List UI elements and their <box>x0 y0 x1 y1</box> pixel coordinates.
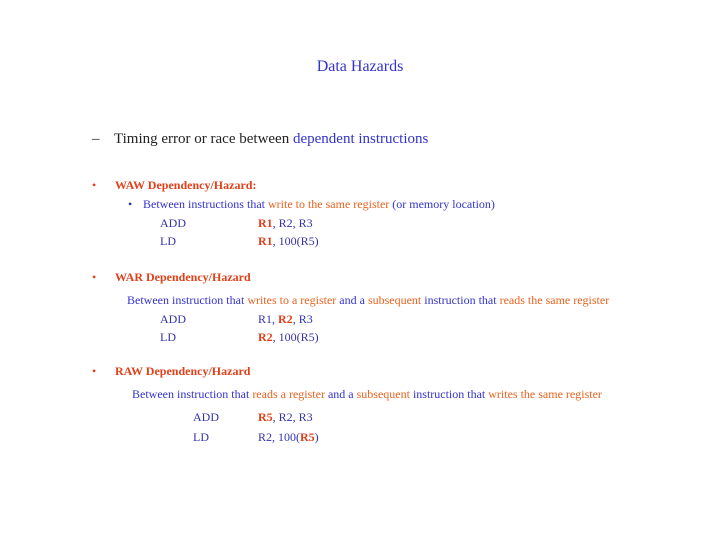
war-code-args-1 <box>258 312 313 327</box>
waw-heading: WAW Dependency/Hazard: <box>115 178 257 192</box>
register: R1 <box>258 216 273 230</box>
args: , R3 <box>292 312 313 326</box>
register: R2 <box>258 330 273 344</box>
desc-part: Between instruction that <box>127 293 248 307</box>
desc-part: reads the same register <box>499 293 610 307</box>
register: R2 <box>278 312 293 326</box>
war-code-args-2 <box>258 330 319 345</box>
waw-code-args-1 <box>258 216 313 231</box>
register: R1 <box>258 234 273 248</box>
register: R5 <box>258 410 273 424</box>
desc-part: writes to a register <box>247 293 337 307</box>
desc-part: write to the same register <box>267 197 390 211</box>
dash-marker: – <box>92 131 100 147</box>
raw-description <box>132 387 602 402</box>
register: R5 <box>300 430 315 444</box>
raw-code-args-2 <box>258 430 319 445</box>
waw-description <box>143 197 495 212</box>
war-description <box>127 293 609 308</box>
page-title: Data Hazards <box>316 58 404 75</box>
raw-code-op-2: LD <box>193 430 209 444</box>
args: , R2, R3 <box>272 216 313 230</box>
intro-highlight: dependent instructions <box>292 131 429 147</box>
desc-part: writes the same register <box>488 387 602 401</box>
war-code-op-2: LD <box>160 330 176 344</box>
war-code-op-1: ADD <box>160 312 186 326</box>
waw-sub-bullet: • <box>128 197 133 211</box>
waw-code-op-2: LD <box>160 234 176 248</box>
desc-part: Between instructions that <box>143 197 268 211</box>
raw-code-op-1: ADD <box>193 410 219 424</box>
args: , R2, R3 <box>272 410 313 424</box>
war-bullet: • <box>92 270 97 284</box>
args: , 100(R5) <box>272 234 319 248</box>
desc-part: instruction that <box>421 293 500 307</box>
desc-part: reads a register <box>252 387 325 401</box>
war-heading: WAR Dependency/Hazard <box>115 270 251 284</box>
raw-code-args-1 <box>258 410 313 425</box>
args: ) <box>314 430 319 444</box>
desc-part: (or memory location) <box>389 197 495 211</box>
args-pre: R2, 100( <box>258 430 300 444</box>
waw-bullet: • <box>92 178 97 192</box>
intro-line <box>92 131 428 148</box>
desc-part: instruction that <box>409 387 489 401</box>
args-pre: R1, <box>258 312 279 326</box>
desc-part: subsequent <box>356 387 410 401</box>
waw-code-op-1: ADD <box>160 216 186 230</box>
raw-bullet: • <box>92 364 97 378</box>
intro-text: Timing error or race between <box>114 131 293 147</box>
waw-code-args-2 <box>258 234 319 249</box>
desc-part: subsequent <box>367 293 422 307</box>
desc-part: and a <box>324 387 357 401</box>
desc-part: Between instruction that <box>132 387 253 401</box>
desc-part: and a <box>336 293 368 307</box>
args: , 100(R5) <box>272 330 319 344</box>
raw-heading: RAW Dependency/Hazard <box>115 364 251 378</box>
